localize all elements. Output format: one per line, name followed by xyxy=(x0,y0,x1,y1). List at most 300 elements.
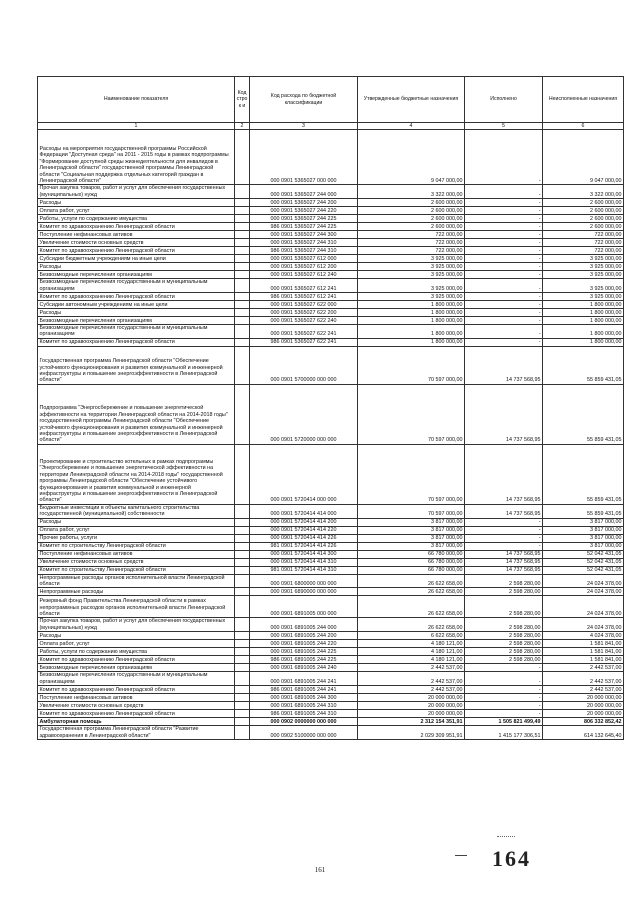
row-name-cell: Комитет по здравоохранению Ленинградской области xyxy=(38,710,235,718)
row-code-cell xyxy=(235,534,250,542)
unexecuted-amount-cell: 2 600 000,00 xyxy=(543,199,624,207)
approved-amount-cell: 3 925 000,00 xyxy=(358,263,465,271)
unexecuted-amount-cell: 3 925 000,00 xyxy=(543,255,624,263)
unexecuted-amount-cell: 806 332 852,42 xyxy=(543,718,624,726)
row-name-cell: Оплата работ, услуг xyxy=(38,526,235,534)
row-name-cell: Комитет по здравоохранению Ленинградской области xyxy=(38,656,235,664)
unexecuted-amount-cell: 24 024 378,00 xyxy=(543,574,624,588)
unexecuted-amount-cell: 1 800 000,00 xyxy=(543,301,624,309)
executed-amount-cell: 2 598 280,00 xyxy=(465,640,543,648)
row-name-cell: Проектирование и строительство котельных в рамках подпрограммы "Энергосбережение и повышение энергетической эффективности на территории Ленинградской области на 2014-2018 годы" государственной программы Ленинградской области "Обеспечение устойчивого функционирования и развития коммунальной и инженерной инфраструктуры и повышение энергоэффективности в Ленинградской области" xyxy=(38,444,235,504)
approved-amount-cell: 70 597 000,00 xyxy=(358,444,465,504)
unexecuted-amount-cell: 3 925 000,00 xyxy=(543,271,624,279)
executed-amount-cell: - xyxy=(465,534,543,542)
row-code-cell xyxy=(235,231,250,239)
approved-amount-cell: 66 780 000,00 xyxy=(358,558,465,566)
row-code-cell xyxy=(235,526,250,534)
row-code-cell xyxy=(235,726,250,740)
unexecuted-amount-cell: 1 800 000,00 xyxy=(543,309,624,317)
row-name-cell: Поступление нефинансовых активов xyxy=(38,694,235,702)
header-approved: Утвержденные бюджетные назначения xyxy=(358,77,465,123)
approved-amount-cell: 1 800 000,00 xyxy=(358,325,465,339)
budget-code-cell: 000 0901 5365027 244 200 xyxy=(250,199,358,207)
column-number: 1 xyxy=(38,123,235,130)
executed-amount-cell: 2 598 280,00 xyxy=(465,588,543,596)
unexecuted-amount-cell: 55 859 431,05 xyxy=(543,384,624,444)
column-number: 2 xyxy=(235,123,250,130)
approved-amount-cell: 2 600 000,00 xyxy=(358,215,465,223)
row-name-cell: Расходы на мероприятия государственной программы Российской Федерации "Доступная среда" на 2011 - 2015 годы в рамках подпрограммы "Формирование доступной среды жизнедеятельности для инвалидов в Ленинградской области" государственной программы Ленинградской области "Социальная поддержка отдельных категорий граждан в Ленинградской области" xyxy=(38,130,235,185)
row-code-cell xyxy=(235,325,250,339)
table-row xyxy=(38,309,624,317)
row-name-cell: Увеличение стоимости основных средств xyxy=(38,239,235,247)
row-name-cell: Комитет по строительству Ленинградской области xyxy=(38,542,235,550)
row-name-cell: Комитет по здравоохранению Ленинградской области xyxy=(38,686,235,694)
row-name-cell: Безвозмездные перечисления организациям xyxy=(38,317,235,325)
unexecuted-amount-cell: 1 581 841,00 xyxy=(543,656,624,664)
budget-code-cell: 000 0902 5100000 000 000 xyxy=(250,726,358,740)
row-code-cell xyxy=(235,710,250,718)
table-row xyxy=(38,526,624,534)
budget-code-cell: 981 0901 5720414 414 310 xyxy=(250,566,358,574)
unexecuted-amount-cell: 2 600 000,00 xyxy=(543,223,624,231)
executed-amount-cell: 14 737 568,95 xyxy=(465,566,543,574)
table-row xyxy=(38,207,624,215)
row-code-cell xyxy=(235,718,250,726)
table-row xyxy=(38,686,624,694)
budget-code-cell: 000 0901 6891005 244 225 xyxy=(250,648,358,656)
table-row xyxy=(38,325,624,339)
executed-amount-cell: - xyxy=(465,215,543,223)
unexecuted-amount-cell: 3 925 000,00 xyxy=(543,293,624,301)
executed-amount-cell: - xyxy=(465,518,543,526)
unexecuted-amount-cell: 3 925 000,00 xyxy=(543,279,624,293)
table-row xyxy=(38,534,624,542)
approved-amount-cell: 2 029 309 951,91 xyxy=(358,726,465,740)
row-name-cell: Субсидии бюджетным учреждениям на иные цели xyxy=(38,255,235,263)
approved-amount-cell: 20 000 000,00 xyxy=(358,694,465,702)
unexecuted-amount-cell: 1 581 841,00 xyxy=(543,640,624,648)
executed-amount-cell: 2 598 280,00 xyxy=(465,632,543,640)
header-unexecuted: Неисполненные назначения xyxy=(543,77,624,123)
row-code-cell xyxy=(235,632,250,640)
approved-amount-cell: 26 622 658,00 xyxy=(358,574,465,588)
row-name-cell: Субсидии автономным учреждениям на иные цели xyxy=(38,301,235,309)
table-row xyxy=(38,215,624,223)
row-name-cell: Государственная программа Ленинградской области "Развитие здравоохранения в Ленинградской области" xyxy=(38,726,235,740)
unexecuted-amount-cell: 614 132 645,40 xyxy=(543,726,624,740)
table-row xyxy=(38,558,624,566)
row-code-cell xyxy=(235,309,250,317)
budget-code-cell: 000 0901 5365027 244 300 xyxy=(250,231,358,239)
executed-amount-cell: - xyxy=(465,526,543,534)
header-name: Наименование показателя xyxy=(38,77,235,123)
budget-code-cell: 000 0901 5720414 414 226 xyxy=(250,534,358,542)
approved-amount-cell: 2 600 000,00 xyxy=(358,223,465,231)
table-row xyxy=(38,694,624,702)
unexecuted-amount-cell: 1 581 841,00 xyxy=(543,648,624,656)
row-code-cell xyxy=(235,247,250,255)
budget-code-cell: 986 0901 5365027 244 225 xyxy=(250,223,358,231)
row-name-cell: Поступление нефинансовых активов xyxy=(38,550,235,558)
row-code-cell xyxy=(235,263,250,271)
table-row xyxy=(38,271,624,279)
row-name-cell: Непрограммные расходы xyxy=(38,588,235,596)
row-name-cell: Государственная программа Ленинградской области "Обеспечение устойчивого функционирования и развития коммунальной и инженерной инфраструктуры и повышение энергоэффективности в Ленинградской области" xyxy=(38,346,235,384)
executed-amount-cell: 1 415 177 306,51 xyxy=(465,726,543,740)
unexecuted-amount-cell: 2 600 000,00 xyxy=(543,207,624,215)
executed-amount-cell: - xyxy=(465,694,543,702)
approved-amount-cell: 70 597 000,00 xyxy=(358,346,465,384)
row-code-cell xyxy=(235,656,250,664)
budget-code-cell: 000 0901 5720414 414 220 xyxy=(250,526,358,534)
budget-execution-table xyxy=(37,76,624,740)
approved-amount-cell: 3 925 000,00 xyxy=(358,255,465,263)
approved-amount-cell: 4 180 121,00 xyxy=(358,656,465,664)
executed-amount-cell: 2 598 280,00 xyxy=(465,596,543,618)
row-name-cell: Оплата работ, услуг xyxy=(38,207,235,215)
row-code-cell xyxy=(235,199,250,207)
column-number: 6 xyxy=(543,123,624,130)
row-code-cell xyxy=(235,215,250,223)
column-number-row xyxy=(38,123,624,130)
table-row xyxy=(38,346,624,384)
table-row xyxy=(38,223,624,231)
executed-amount-cell: - xyxy=(465,255,543,263)
unexecuted-amount-cell: 24 024 378,00 xyxy=(543,588,624,596)
approved-amount-cell: 2 312 154 351,91 xyxy=(358,718,465,726)
row-name-cell: Расходы xyxy=(38,199,235,207)
approved-amount-cell: 3 817 000,00 xyxy=(358,534,465,542)
executed-amount-cell: 2 598 280,00 xyxy=(465,648,543,656)
budget-code-cell: 000 0901 5365027 244 000 xyxy=(250,185,358,199)
row-code-cell xyxy=(235,223,250,231)
executed-amount-cell: 14 737 568,95 xyxy=(465,346,543,384)
budget-code-cell: 000 0901 5720414 000 000 xyxy=(250,444,358,504)
budget-code-cell: 986 0901 6891005 244 241 xyxy=(250,686,358,694)
executed-amount-cell: - xyxy=(465,130,543,185)
unexecuted-amount-cell: 1 800 000,00 xyxy=(543,338,624,346)
page-number: 161 xyxy=(314,866,326,874)
approved-amount-cell: 3 322 000,00 xyxy=(358,185,465,199)
table-row xyxy=(38,656,624,664)
unexecuted-amount-cell: 4 024 378,00 xyxy=(543,632,624,640)
budget-code-cell: 000 0901 5720414 414 200 xyxy=(250,518,358,526)
row-name-cell: Оплата работ, услуг xyxy=(38,640,235,648)
budget-code-cell: 000 0901 5365027 622 241 xyxy=(250,325,358,339)
budget-code-cell: 986 0901 6891005 244 225 xyxy=(250,656,358,664)
executed-amount-cell: - xyxy=(465,199,543,207)
budget-code-cell: 000 0901 6891005 244 240 xyxy=(250,664,358,672)
executed-amount-cell: - xyxy=(465,263,543,271)
row-code-cell xyxy=(235,694,250,702)
row-name-cell: Резервный фонд Правительства Ленинградской области в рамках непрограммных расходов органов исполнительной власти Ленинградской области xyxy=(38,596,235,618)
approved-amount-cell: 70 597 000,00 xyxy=(358,384,465,444)
row-name-cell: Амбулаторная помощь xyxy=(38,718,235,726)
unexecuted-amount-cell: 55 859 431,05 xyxy=(543,346,624,384)
approved-amount-cell: 20 000 000,00 xyxy=(358,702,465,710)
table-row xyxy=(38,199,624,207)
row-name-cell: Безвозмездные перечисления организациям xyxy=(38,664,235,672)
row-code-cell xyxy=(235,338,250,346)
header-budget-code: Код расхода по бюджетной классификации xyxy=(250,77,358,123)
row-name-cell: Безвозмездные перечисления государственным и муниципальным организациям xyxy=(38,279,235,293)
budget-code-cell: 986 0901 5365027 612 241 xyxy=(250,293,358,301)
unexecuted-amount-cell: 24 024 378,00 xyxy=(543,596,624,618)
unexecuted-amount-cell: 55 859 431,05 xyxy=(543,504,624,518)
unexecuted-amount-cell: 3 925 000,00 xyxy=(543,263,624,271)
table-row xyxy=(38,640,624,648)
table-row xyxy=(38,648,624,656)
row-name-cell: Прочие работы, услуги xyxy=(38,534,235,542)
executed-amount-cell: - xyxy=(465,317,543,325)
budget-code-cell: 000 0901 5365027 622 240 xyxy=(250,317,358,325)
table-row xyxy=(38,185,624,199)
header-row-code: Код строк и xyxy=(235,77,250,123)
row-name-cell: Работы, услуги по содержанию имущества xyxy=(38,648,235,656)
unexecuted-amount-cell: 20 000 000,00 xyxy=(543,710,624,718)
unexecuted-amount-cell: 20 000 000,00 xyxy=(543,702,624,710)
executed-amount-cell: - xyxy=(465,702,543,710)
approved-amount-cell: 3 817 000,00 xyxy=(358,526,465,534)
executed-amount-cell: - xyxy=(465,309,543,317)
executed-amount-cell: 14 737 568,95 xyxy=(465,550,543,558)
table-row xyxy=(38,542,624,550)
row-name-cell: Прочая закупка товаров, работ и услуг для обеспечения государственных (муниципальных) нужд xyxy=(38,618,235,632)
table-row xyxy=(38,263,624,271)
row-name-cell: Подпрограмма "Энергосбережение и повышение энергетической эффективности на территории Ленинградской области на 2014-2018 годы" государственной программы Ленинградской области "Обеспечение устойчивого функционирования и развития коммунальной и инженерной инфраструктуры и повышение энергоэффективности в Ленинградской области" xyxy=(38,384,235,444)
executed-amount-cell: - xyxy=(465,338,543,346)
row-code-cell xyxy=(235,518,250,526)
approved-amount-cell: 66 780 000,00 xyxy=(358,566,465,574)
row-code-cell xyxy=(235,596,250,618)
table-row xyxy=(38,596,624,618)
budget-code-cell: 000 0902 0000000 000 000 xyxy=(250,718,358,726)
approved-amount-cell: 2 442 537,00 xyxy=(358,664,465,672)
executed-amount-cell: - xyxy=(465,207,543,215)
row-code-cell xyxy=(235,239,250,247)
table-row xyxy=(38,293,624,301)
unexecuted-amount-cell: 2 442 537,00 xyxy=(543,664,624,672)
budget-code-cell: 000 0901 6891005 244 220 xyxy=(250,640,358,648)
row-name-cell: Увеличение стоимости основных средств xyxy=(38,702,235,710)
table-row xyxy=(38,301,624,309)
unexecuted-amount-cell: 55 859 431,05 xyxy=(543,444,624,504)
executed-amount-cell: - xyxy=(465,239,543,247)
handwritten-page-stamp: 164 xyxy=(492,846,531,871)
row-name-cell: Непрограммные расходы органов исполнительной власти Ленинградской области xyxy=(38,574,235,588)
budget-code-cell: 000 0901 6891005 244 300 xyxy=(250,694,358,702)
row-code-cell xyxy=(235,686,250,694)
approved-amount-cell: 2 600 000,00 xyxy=(358,199,465,207)
row-code-cell xyxy=(235,444,250,504)
column-number: 3 xyxy=(250,123,358,130)
unexecuted-amount-cell: 3 322 000,00 xyxy=(543,185,624,199)
table-row xyxy=(38,664,624,672)
unexecuted-amount-cell: 1 800 000,00 xyxy=(543,325,624,339)
row-code-cell xyxy=(235,702,250,710)
table-row xyxy=(38,518,624,526)
budget-code-cell: 000 0901 6891005 000 000 xyxy=(250,596,358,618)
unexecuted-amount-cell: 2 600 000,00 xyxy=(543,215,624,223)
unexecuted-amount-cell: 1 800 000,00 xyxy=(543,317,624,325)
budget-code-cell: 000 0901 6890000 000 000 xyxy=(250,588,358,596)
row-name-cell: Прочая закупка товаров, работ и услуг для обеспечения государственных (муниципальных) нужд xyxy=(38,185,235,199)
approved-amount-cell: 1 800 000,00 xyxy=(358,338,465,346)
table-row xyxy=(38,718,624,726)
row-name-cell: Безвозмездные перечисления государственным и муниципальным организациям xyxy=(38,325,235,339)
approved-amount-cell: 2 442 537,00 xyxy=(358,672,465,686)
budget-code-cell: 000 0901 6800000 000 000 xyxy=(250,574,358,588)
row-code-cell xyxy=(235,672,250,686)
table-row xyxy=(38,632,624,640)
table-row xyxy=(38,566,624,574)
executed-amount-cell: 2 598 280,00 xyxy=(465,574,543,588)
table-row xyxy=(38,574,624,588)
approved-amount-cell: 1 800 000,00 xyxy=(358,309,465,317)
budget-code-cell: 000 0901 6891005 244 310 xyxy=(250,702,358,710)
executed-amount-cell: - xyxy=(465,271,543,279)
budget-code-cell: 986 0901 6891005 244 310 xyxy=(250,710,358,718)
table-row xyxy=(38,588,624,596)
budget-code-cell: 000 0901 5365027 612 200 xyxy=(250,263,358,271)
unexecuted-amount-cell: 9 047 000,00 xyxy=(543,130,624,185)
executed-amount-cell: 2 598 280,00 xyxy=(465,656,543,664)
approved-amount-cell: 6 622 658,00 xyxy=(358,632,465,640)
unexecuted-amount-cell: 722 000,00 xyxy=(543,239,624,247)
table-body xyxy=(38,130,624,740)
unexecuted-amount-cell: 3 817 000,00 xyxy=(543,518,624,526)
header-row xyxy=(38,77,624,123)
row-code-cell xyxy=(235,550,250,558)
budget-code-cell: 000 0901 5365027 244 225 xyxy=(250,215,358,223)
row-code-cell xyxy=(235,255,250,263)
budget-code-cell: 000 0901 5365027 622 200 xyxy=(250,309,358,317)
row-code-cell xyxy=(235,664,250,672)
budget-code-cell: 986 0901 5365027 622 241 xyxy=(250,338,358,346)
approved-amount-cell: 4 180 121,00 xyxy=(358,648,465,656)
table-row xyxy=(38,384,624,444)
table-row xyxy=(38,618,624,632)
approved-amount-cell: 3 925 000,00 xyxy=(358,271,465,279)
budget-code-cell: 000 0901 5720414 414 300 xyxy=(250,550,358,558)
row-name-cell: Поступление нефинансовых активов xyxy=(38,231,235,239)
budget-code-cell: 000 0901 5365027 612 241 xyxy=(250,279,358,293)
table-row xyxy=(38,255,624,263)
executed-amount-cell: 1 505 821 499,49 xyxy=(465,718,543,726)
budget-code-cell: 000 0901 5365027 612 240 xyxy=(250,271,358,279)
row-code-cell xyxy=(235,293,250,301)
table-row xyxy=(38,702,624,710)
table-row xyxy=(38,130,624,185)
executed-amount-cell: - xyxy=(465,686,543,694)
row-code-cell xyxy=(235,618,250,632)
row-code-cell xyxy=(235,346,250,384)
approved-amount-cell: 1 800 000,00 xyxy=(358,317,465,325)
unexecuted-amount-cell: 52 042 431,05 xyxy=(543,550,624,558)
budget-code-cell: 000 0901 5365027 622 000 xyxy=(250,301,358,309)
unexecuted-amount-cell: 52 042 431,05 xyxy=(543,558,624,566)
approved-amount-cell: 4 180 121,00 xyxy=(358,640,465,648)
approved-amount-cell: 3 817 000,00 xyxy=(358,542,465,550)
budget-code-cell: 000 0901 5365027 244 220 xyxy=(250,207,358,215)
row-name-cell: Комитет по здравоохранению Ленинградской области xyxy=(38,338,235,346)
row-code-cell xyxy=(235,317,250,325)
executed-amount-cell: 14 737 568,95 xyxy=(465,444,543,504)
row-name-cell: Бюджетные инвестиции в объекты капитального строительства государственной (муниципальной) собственности xyxy=(38,504,235,518)
row-name-cell: Комитет по строительству Ленинградской области xyxy=(38,566,235,574)
budget-code-cell: 000 0901 5720000 000 000 xyxy=(250,384,358,444)
approved-amount-cell: 26 622 658,00 xyxy=(358,588,465,596)
row-name-cell: Безвозмездные перечисления организациям xyxy=(38,271,235,279)
unexecuted-amount-cell: 722 000,00 xyxy=(543,247,624,255)
table-row xyxy=(38,726,624,740)
table-row xyxy=(38,710,624,718)
row-name-cell: Расходы xyxy=(38,632,235,640)
row-code-cell xyxy=(235,504,250,518)
row-code-cell xyxy=(235,279,250,293)
budget-code-cell: 000 0901 5720414 414 000 xyxy=(250,504,358,518)
budget-code-cell: 986 0901 5365027 244 310 xyxy=(250,247,358,255)
table-row xyxy=(38,239,624,247)
approved-amount-cell: 70 597 000,00 xyxy=(358,504,465,518)
executed-amount-cell: 14 737 568,95 xyxy=(465,558,543,566)
executed-amount-cell: 2 598 280,00 xyxy=(465,618,543,632)
executed-amount-cell: 14 737 568,95 xyxy=(465,504,543,518)
approved-amount-cell: 722 000,00 xyxy=(358,239,465,247)
executed-amount-cell: - xyxy=(465,279,543,293)
approved-amount-cell: 2 442 537,00 xyxy=(358,686,465,694)
table-row xyxy=(38,231,624,239)
unexecuted-amount-cell: 20 000 000,00 xyxy=(543,694,624,702)
row-code-cell xyxy=(235,558,250,566)
header-executed: Исполнено xyxy=(465,77,543,123)
row-code-cell xyxy=(235,301,250,309)
executed-amount-cell: - xyxy=(465,672,543,686)
executed-amount-cell: - xyxy=(465,231,543,239)
row-code-cell xyxy=(235,130,250,185)
approved-amount-cell: 3 817 000,00 xyxy=(358,518,465,526)
approved-amount-cell: 20 000 000,00 xyxy=(358,710,465,718)
row-code-cell xyxy=(235,648,250,656)
row-name-cell: Расходы xyxy=(38,263,235,271)
budget-code-cell: 000 0901 6891005 244 000 xyxy=(250,618,358,632)
column-number: 5 xyxy=(465,123,543,130)
approved-amount-cell: 2 600 000,00 xyxy=(358,207,465,215)
unexecuted-amount-cell: 3 817 000,00 xyxy=(543,534,624,542)
unexecuted-amount-cell: 2 442 537,00 xyxy=(543,686,624,694)
row-name-cell: Комитет по здравоохранению Ленинградской области xyxy=(38,223,235,231)
table-row xyxy=(38,504,624,518)
unexecuted-amount-cell: 24 024 378,00 xyxy=(543,618,624,632)
executed-amount-cell: 14 737 568,95 xyxy=(465,384,543,444)
pen-mark xyxy=(497,836,515,838)
row-name-cell: Расходы xyxy=(38,309,235,317)
table-row xyxy=(38,247,624,255)
table-row xyxy=(38,338,624,346)
unexecuted-amount-cell: 722 000,00 xyxy=(543,231,624,239)
approved-amount-cell: 9 047 000,00 xyxy=(358,130,465,185)
row-name-cell: Комитет по здравоохранению Ленинградской области xyxy=(38,247,235,255)
executed-amount-cell: - xyxy=(465,664,543,672)
approved-amount-cell: 26 622 658,00 xyxy=(358,618,465,632)
row-name-cell: Расходы xyxy=(38,518,235,526)
row-code-cell xyxy=(235,271,250,279)
row-name-cell: Комитет по здравоохранению Ленинградской области xyxy=(38,293,235,301)
approved-amount-cell: 66 780 000,00 xyxy=(358,550,465,558)
unexecuted-amount-cell: 3 817 000,00 xyxy=(543,526,624,534)
approved-amount-cell: 26 622 658,00 xyxy=(358,596,465,618)
